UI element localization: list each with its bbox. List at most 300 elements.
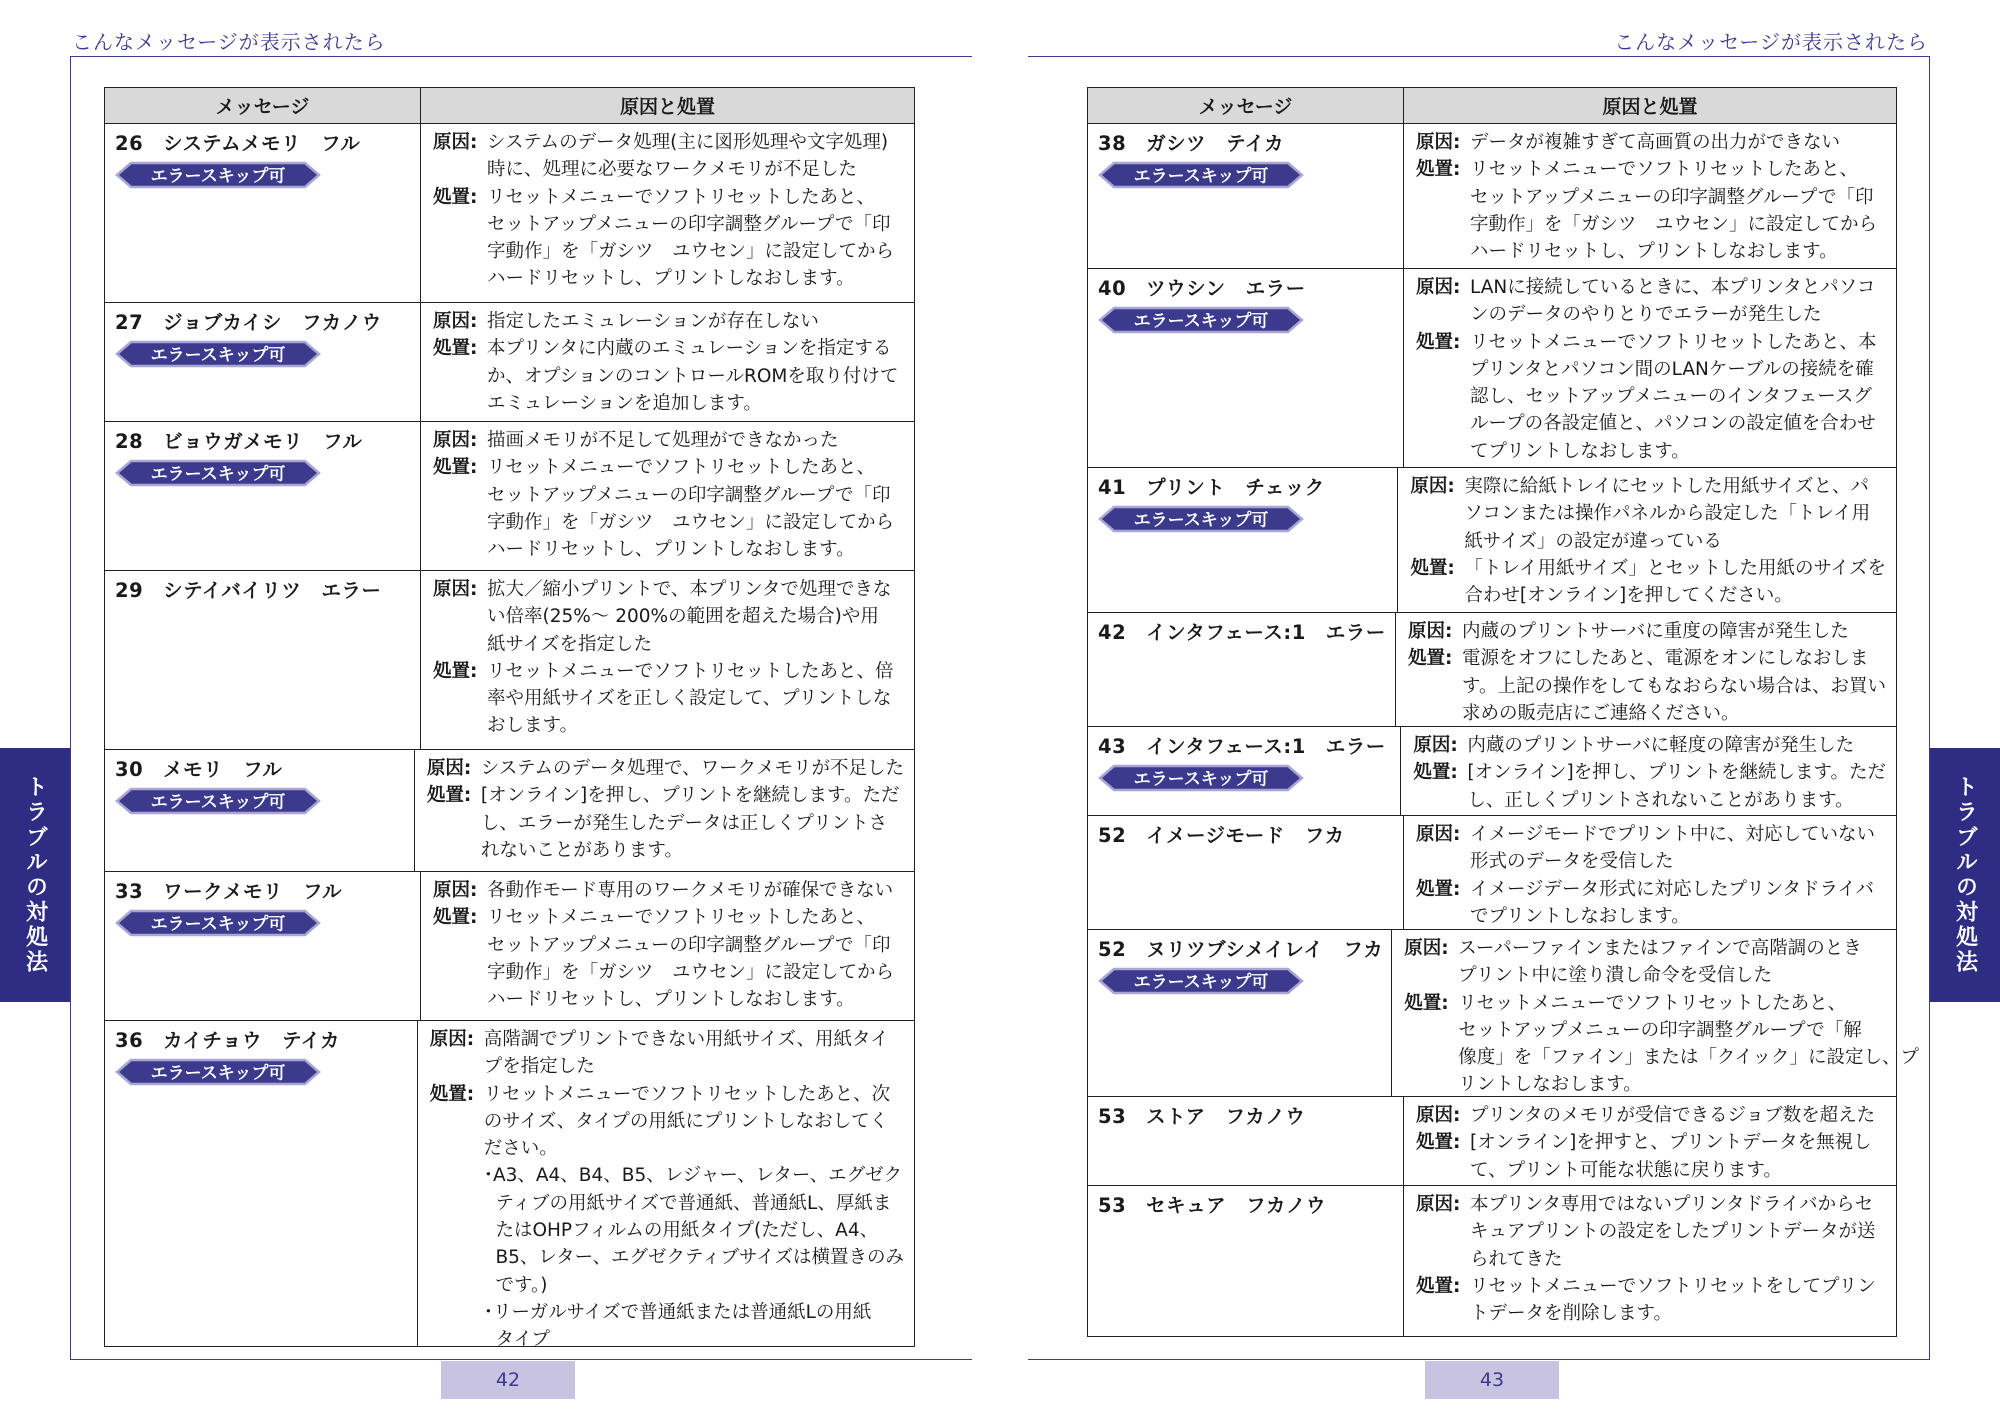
indent xyxy=(430,1217,484,1244)
message-cell xyxy=(105,303,421,421)
indent xyxy=(433,265,487,292)
badge-label: エラースキップ可 xyxy=(1133,972,1269,993)
cause-text: 各動作モード専用のワークメモリが確保できない xyxy=(487,880,894,901)
cause-line xyxy=(433,156,904,183)
cause-line xyxy=(1416,1218,1886,1245)
cause-line xyxy=(433,238,904,265)
cause-text: ループの各設定値と、パソコンの設定値を合わせ xyxy=(1470,413,1876,435)
message-cell xyxy=(1088,124,1404,268)
cause-line xyxy=(1416,238,1886,265)
indent xyxy=(1404,1044,1458,1071)
cause-text: 率や用紙サイズを正しく設定して、プリントしな xyxy=(487,688,892,710)
badge-label: エラースキップ可 xyxy=(1133,510,1269,531)
cause-text: タイプ xyxy=(483,1329,551,1351)
table-row xyxy=(1088,930,1920,1097)
indent xyxy=(433,603,487,630)
error-skip-badge xyxy=(115,1058,321,1086)
indent xyxy=(1416,184,1470,211)
cause-line xyxy=(1413,732,1886,759)
indent xyxy=(430,1053,484,1080)
cause-text: リセットメニューでソフトリセットしたあと、本 xyxy=(1470,331,1877,353)
cause-label: 原因: xyxy=(1416,1105,1461,1126)
cause-line xyxy=(1416,211,1886,238)
cause-text: 本プリンタに内蔵のエミュレーションを指定する xyxy=(487,338,892,360)
cause-line xyxy=(1416,438,1886,465)
table-row xyxy=(105,872,914,1021)
indent xyxy=(433,631,487,658)
cause-text: スーパーファインまたはファインで高階調のとき xyxy=(1458,938,1862,959)
cause-text: い倍率(25%～ 200%の範囲を超えた場合)や用 xyxy=(487,606,879,628)
cause-label: 処置: xyxy=(433,660,478,682)
message-cell xyxy=(105,571,421,749)
badge-label: エラースキップ可 xyxy=(150,345,286,366)
cause-text: システムのデータ処理(主に図形処理や文字処理) xyxy=(487,132,889,153)
indent xyxy=(430,1108,484,1135)
error-table-left xyxy=(104,87,915,1351)
badge-label: エラースキップ可 xyxy=(1133,769,1269,790)
cause-line xyxy=(1408,645,1886,672)
cause-line xyxy=(1416,1273,1886,1300)
cause-label: 処置: xyxy=(1410,557,1455,579)
cause-label: 原因: xyxy=(433,311,478,332)
cause-text: トデータを削除します。 xyxy=(1470,1303,1673,1325)
cause-line xyxy=(1416,821,1886,848)
cause-label: 原因: xyxy=(1413,735,1458,756)
indent xyxy=(1410,582,1464,609)
error-skip-badge xyxy=(115,459,321,487)
error-table-right xyxy=(1087,87,1920,1337)
cause-cell xyxy=(1404,816,1896,929)
cause-text: し、エラーが発生したデータは正しくプリントさ xyxy=(480,812,888,834)
cause-line xyxy=(433,129,904,156)
indent xyxy=(1410,528,1464,555)
cause-text: ティブの用紙サイズで普通紙、普通紙L、厚紙ま xyxy=(483,1192,892,1214)
error-skip-badge xyxy=(1098,967,1304,995)
error-message: 42 インタフェース:1 エラー xyxy=(1098,621,1386,644)
indent xyxy=(433,932,487,959)
cause-cell xyxy=(421,872,914,1020)
cause-line xyxy=(433,986,904,1013)
cause-line xyxy=(1416,301,1886,328)
cause-line xyxy=(1413,759,1886,786)
cause-line xyxy=(1404,1044,1919,1071)
cause-text: エミュレーションを追加します。 xyxy=(487,392,762,414)
cause-text: [オンライン]を押すと、プリントデータを無視し xyxy=(1470,1132,1872,1154)
cause-line xyxy=(433,363,904,390)
cause-label: 処置: xyxy=(433,457,478,479)
error-skip-badge xyxy=(1098,764,1304,792)
cause-text: ･A3、A4、B4、B5、レジャー、レター、エグゼク xyxy=(483,1165,903,1187)
cause-text: し、正しくプリントされないことがあります。 xyxy=(1467,789,1854,811)
indent xyxy=(433,986,487,1013)
cause-label: 原因: xyxy=(1416,1194,1461,1215)
indent xyxy=(433,211,487,238)
indent xyxy=(1408,700,1462,727)
cause-label: 原因: xyxy=(426,758,472,779)
cause-cell xyxy=(1404,1186,1896,1336)
cause-line xyxy=(1416,129,1886,156)
message-cell xyxy=(1088,816,1404,929)
cause-label: 処置: xyxy=(433,338,478,360)
cause-text: システムのデータ処理で、ワークメモリが不足した xyxy=(480,758,904,779)
cause-label: 処置: xyxy=(1416,159,1461,181)
cause-text: 紙サイズを指定した xyxy=(487,633,653,655)
cause-text: リントしなおします。 xyxy=(1458,1074,1642,1096)
cause-text: ハードリセットし、プリントしなおします。 xyxy=(487,268,855,290)
cause-line xyxy=(1413,787,1886,814)
running-head-right: こんなメッセージが表示されたら xyxy=(1614,30,1928,54)
message-cell xyxy=(1088,468,1398,612)
error-skip-badge xyxy=(1098,161,1304,189)
cause-text: 合わせ[オンライン]を押してください。 xyxy=(1464,585,1793,607)
badge-label: エラースキップ可 xyxy=(1133,311,1269,332)
cause-text: 像度」を「ファイン」または「クイック」に設定し、プ xyxy=(1458,1047,1920,1069)
error-message: 52 イメージモード フカ xyxy=(1098,824,1345,847)
indent xyxy=(1416,903,1470,930)
cause-line xyxy=(1416,903,1886,930)
indent xyxy=(430,1190,484,1217)
indent xyxy=(1416,848,1470,875)
cause-cell xyxy=(415,750,914,871)
cause-line xyxy=(433,211,904,238)
cause-text: 紙サイズ」の設定が違っている xyxy=(1464,530,1722,552)
table-row xyxy=(1088,816,1896,930)
cause-text: ンのデータのやりとりでエラーが発生した xyxy=(1470,304,1822,326)
table-row xyxy=(105,750,914,872)
cause-line xyxy=(1408,618,1886,645)
indent xyxy=(1416,1157,1470,1184)
indent xyxy=(1404,1071,1458,1098)
table-row xyxy=(1088,468,1896,613)
cause-line xyxy=(433,390,904,417)
cause-line xyxy=(1416,1102,1886,1129)
badge-label: エラースキップ可 xyxy=(150,914,286,935)
cause-text: キュアプリントの設定をしたプリントデータが送 xyxy=(1470,1221,1876,1243)
cause-line xyxy=(1410,528,1886,555)
cause-text: 「トレイ用紙サイズ」とセットした用紙のサイズを xyxy=(1464,557,1886,579)
cause-text: られてきた xyxy=(1470,1248,1563,1270)
cause-cell xyxy=(421,422,914,570)
cause-line xyxy=(427,837,904,864)
cause-text: リセットメニューでソフトリセットをしてプリン xyxy=(1470,1275,1876,1297)
error-message: 41 プリント チェック xyxy=(1098,476,1325,499)
cause-text: データが複雑すぎて高画質の出力ができない xyxy=(1470,132,1841,153)
error-message: 26 システムメモリ フル xyxy=(115,132,361,155)
cause-text: 指定したエミュレーションが存在しない xyxy=(487,311,819,332)
cause-label: 処置: xyxy=(1407,648,1453,670)
badge-label: エラースキップ可 xyxy=(1133,166,1269,187)
cause-text: 形式のデータを受信した xyxy=(1470,851,1674,873)
cause-text: 求めの販売店にご連絡ください。 xyxy=(1461,702,1740,724)
cause-line xyxy=(1416,410,1886,437)
cause-text: 字動作」を「ガシツ ユウセン」に設定してから xyxy=(1470,213,1878,235)
cause-line xyxy=(1408,700,1886,727)
cause-label: 処置: xyxy=(1404,992,1449,1014)
cause-text: てプリントしなおします。 xyxy=(1470,440,1690,462)
cause-text: 字動作」を「ガシツ ユウセン」に設定してから xyxy=(487,511,895,533)
cause-text: 字動作」を「ガシツ ユウセン」に設定してから xyxy=(487,241,895,263)
cause-text: 電源をオフにしたあと、電源をオンにしなおしま xyxy=(1461,648,1869,670)
error-skip-badge xyxy=(115,340,321,368)
cause-text: 内蔵のプリントサーバに軽度の障害が発生した xyxy=(1467,735,1855,756)
cause-cell xyxy=(1404,1097,1896,1185)
cause-line xyxy=(1416,356,1886,383)
indent xyxy=(430,1162,484,1189)
cause-line xyxy=(1416,1246,1886,1273)
table-row xyxy=(1088,1186,1896,1336)
cause-cell xyxy=(1404,269,1896,467)
cause-line xyxy=(430,1108,904,1135)
error-skip-badge xyxy=(1098,306,1304,334)
cause-line xyxy=(433,308,904,335)
cause-line xyxy=(1410,500,1886,527)
message-cell xyxy=(1088,930,1392,1096)
cause-text: リセットメニューでソフトリセットしたあと、次 xyxy=(483,1083,891,1105)
error-message: 52 ヌリツブシメイレイ フカ xyxy=(1098,938,1384,961)
cause-text: ハードリセットし、プリントしなおします。 xyxy=(1470,241,1838,263)
message-cell xyxy=(105,1021,418,1346)
side-tab-right: トラブルの対処法 xyxy=(1930,748,2000,1002)
cause-line xyxy=(1416,876,1886,903)
cause-text: リセットメニューでソフトリセットしたあと、 xyxy=(487,186,875,208)
indent xyxy=(427,837,481,864)
error-skip-badge xyxy=(115,787,321,815)
error-message: 29 シテイバイリツ エラー xyxy=(115,579,382,602)
cause-line xyxy=(1416,383,1886,410)
indent xyxy=(1416,301,1470,328)
indent xyxy=(433,536,487,563)
indent xyxy=(1404,1017,1458,1044)
cause-line xyxy=(430,1026,904,1053)
cause-text: セットアップメニューの印字調整グループで「印 xyxy=(487,484,891,506)
indent xyxy=(433,482,487,509)
cause-text: プを指定した xyxy=(483,1056,595,1078)
cause-text: でプリントしなおします。 xyxy=(1470,905,1690,927)
indent xyxy=(433,685,487,712)
cause-text: LANに接続しているときに、本プリンタとパソコ xyxy=(1470,277,1876,298)
indent xyxy=(1416,1218,1470,1245)
table-row xyxy=(1088,1097,1896,1186)
badge-label: エラースキップ可 xyxy=(150,1063,286,1084)
cause-text: おします。 xyxy=(487,715,579,737)
indent xyxy=(433,238,487,265)
message-cell xyxy=(1088,613,1396,726)
cause-line xyxy=(433,509,904,536)
indent xyxy=(433,156,487,183)
cause-line xyxy=(433,265,904,292)
error-message: 30 メモリ フル xyxy=(115,758,283,781)
error-message: 53 セキュア フカノウ xyxy=(1098,1194,1326,1217)
cause-cell xyxy=(1392,930,1929,1096)
indent xyxy=(430,1272,484,1299)
cause-text: 実際に給紙トレイにセットした用紙サイズと、パ xyxy=(1464,476,1869,497)
cause-text: 本プリンタ専用ではないプリンタドライバからセ xyxy=(1470,1194,1874,1215)
indent xyxy=(430,1326,484,1353)
cause-label: 処置: xyxy=(429,1083,475,1105)
indent xyxy=(1416,1246,1470,1273)
cause-line xyxy=(427,782,904,809)
table-body-right xyxy=(1088,124,1920,1336)
cause-line xyxy=(430,1162,904,1189)
cause-line xyxy=(433,658,904,685)
cause-line xyxy=(1404,962,1919,989)
table-row xyxy=(1088,727,1896,816)
cause-line xyxy=(433,932,904,959)
cause-line xyxy=(433,712,904,739)
cause-line xyxy=(433,631,904,658)
page-number-left: 42 xyxy=(441,1361,575,1399)
cause-line xyxy=(427,810,904,837)
header-message: メッセージ xyxy=(105,88,421,123)
cause-line xyxy=(430,1244,904,1271)
indent xyxy=(433,509,487,536)
table-row xyxy=(1088,613,1896,727)
error-message: 53 ストア フカノウ xyxy=(1098,1105,1306,1128)
indent xyxy=(433,390,487,417)
cause-label: 処置: xyxy=(1416,878,1461,900)
cause-text: リセットメニューでソフトリセットしたあと、 xyxy=(487,907,875,929)
cause-text: 描画メモリが不足して処理ができなかった xyxy=(487,430,839,451)
cause-line xyxy=(1416,1191,1886,1218)
cause-cell xyxy=(1401,727,1896,815)
indent xyxy=(430,1299,484,1326)
error-message: 27 ジョブカイシ フカノウ xyxy=(115,311,382,334)
cause-line xyxy=(1404,935,1919,962)
cause-label: 原因: xyxy=(429,1029,475,1050)
indent xyxy=(433,712,487,739)
message-cell xyxy=(105,872,421,1020)
cause-cell xyxy=(418,1021,914,1351)
indent xyxy=(430,1135,484,1162)
cause-label: 原因: xyxy=(1416,132,1461,153)
error-message: 38 ガシツ テイカ xyxy=(1098,132,1285,155)
indent xyxy=(1416,383,1470,410)
cause-line xyxy=(1404,990,1919,1017)
cause-text: て、プリント可能な状態に戻ります。 xyxy=(1470,1159,1782,1181)
cause-text: 拡大／縮小プリントで、本プリンタで処理できな xyxy=(487,579,892,600)
cause-label: 原因: xyxy=(1407,621,1453,642)
cause-text: リセットメニューでソフトリセットしたあと、 xyxy=(1458,992,1847,1014)
cause-line xyxy=(1416,1157,1886,1184)
cause-text: ださい。 xyxy=(483,1138,558,1160)
cause-label: 処置: xyxy=(1413,762,1458,784)
cause-text: プリント中に塗り潰し命令を受信した xyxy=(1458,965,1772,987)
cause-label: 原因: xyxy=(1410,476,1455,497)
cause-line xyxy=(430,1081,904,1108)
message-cell xyxy=(1088,1186,1404,1336)
cause-line xyxy=(433,335,904,362)
error-message: 43 インタフェース:1 エラー xyxy=(1098,735,1386,758)
cause-line xyxy=(433,603,904,630)
cause-text: か、オプションのコントロールROMを取り付けて xyxy=(487,365,899,387)
cause-text: れないことがあります。 xyxy=(480,839,683,861)
cause-label: 処置: xyxy=(1416,1275,1461,1297)
cause-line xyxy=(433,427,904,454)
running-head-left: こんなメッセージが表示されたら xyxy=(72,30,386,54)
cause-line xyxy=(433,482,904,509)
cause-line xyxy=(433,454,904,481)
cause-line xyxy=(430,1272,904,1299)
table-row xyxy=(105,422,914,571)
error-message: 36 カイチョウ テイカ xyxy=(115,1029,341,1052)
cause-text: ･リーガルサイズで普通紙または普通紙Lの用紙 xyxy=(483,1301,872,1323)
indent xyxy=(1416,211,1470,238)
table-row xyxy=(1088,269,1896,468)
cause-label: 処置: xyxy=(433,907,478,929)
cause-text: 内蔵のプリントサーバに重度の障害が発生した xyxy=(1461,621,1849,642)
indent xyxy=(1416,356,1470,383)
cause-line xyxy=(1416,1129,1886,1156)
cause-text: ハードリセットし、プリントしなおします。 xyxy=(487,539,855,561)
table-row xyxy=(1088,124,1896,269)
cause-label: 原因: xyxy=(433,430,478,451)
table-row xyxy=(105,124,914,303)
error-skip-badge xyxy=(115,909,321,937)
indent xyxy=(1408,673,1462,700)
cause-line xyxy=(433,959,904,986)
cause-text: プリンタのメモリが受信できるジョブ数を超えた xyxy=(1470,1105,1876,1126)
page-number-right: 43 xyxy=(1425,1361,1559,1399)
cause-line xyxy=(1410,473,1886,500)
cause-text: イメージデータ形式に対応したプリンタドライバ xyxy=(1470,878,1875,900)
cause-cell xyxy=(421,303,914,421)
cause-text: イメージモードでプリント中に、対応していない xyxy=(1470,824,1875,845)
cause-line xyxy=(1416,1300,1886,1327)
cause-text: です。) xyxy=(483,1274,548,1296)
indent xyxy=(433,363,487,390)
indent xyxy=(430,1244,484,1271)
cause-cell xyxy=(1398,468,1896,612)
cause-text: セットアップメニューの印字調整グループで「解 xyxy=(1458,1019,1862,1041)
cause-label: 処置: xyxy=(1416,1132,1461,1154)
cause-label: 原因: xyxy=(1404,938,1449,959)
cause-text: [オンライン]を押し、プリントを継続します。ただ xyxy=(1467,762,1886,784)
cause-label: 処置: xyxy=(433,186,478,208)
cause-text: リセットメニューでソフトリセットしたあと、 xyxy=(1470,159,1858,181)
indent xyxy=(1410,500,1464,527)
message-cell xyxy=(1088,269,1404,467)
cause-label: 原因: xyxy=(433,880,478,901)
error-skip-badge xyxy=(1098,505,1304,533)
cause-text: す。上記の操作をしてもなおらない場合は、お買い xyxy=(1461,675,1886,697)
cause-text: のサイズ、タイプの用紙にプリントしなおしてく xyxy=(483,1110,889,1132)
cause-text: [オンライン]を押し、プリントを継続します。ただ xyxy=(480,785,900,807)
cause-label: 処置: xyxy=(426,785,472,807)
table-row xyxy=(105,1021,914,1351)
error-skip-badge xyxy=(115,161,321,189)
indent xyxy=(433,959,487,986)
cause-text: セットアップメニューの印字調整グループで「印 xyxy=(1470,186,1874,208)
cause-line xyxy=(433,877,904,904)
cause-text: B5、レター、エグゼクティブサイズは横置きのみ xyxy=(483,1247,904,1269)
cause-text: セットアップメニューの印字調整グループで「印 xyxy=(487,934,891,956)
cause-text: ソコンまたは操作パネルから設定した「トレイ用 xyxy=(1464,503,1871,525)
message-cell xyxy=(105,422,421,570)
table-header xyxy=(1088,88,1896,124)
cause-line xyxy=(427,755,904,782)
message-cell xyxy=(1088,727,1401,815)
cause-label: 処置: xyxy=(1416,331,1461,353)
cause-text: 認し、セットアップメニューのインタフェースグ xyxy=(1470,386,1872,408)
cause-line xyxy=(1404,1071,1919,1098)
cause-line xyxy=(1416,184,1886,211)
table-body-left xyxy=(105,124,914,1351)
table-header xyxy=(105,88,914,124)
cause-line xyxy=(430,1217,904,1244)
cause-line xyxy=(1410,555,1886,582)
cause-line xyxy=(1410,582,1886,609)
message-cell xyxy=(105,750,415,871)
